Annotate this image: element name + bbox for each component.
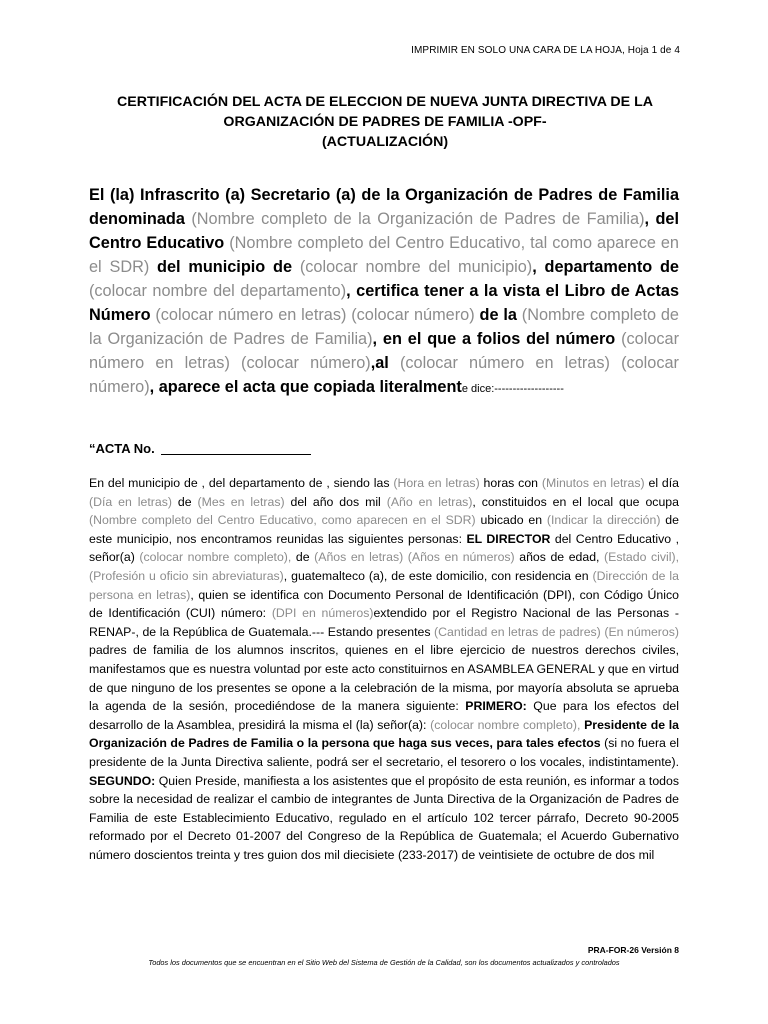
placeholder-book-number: (colocar número en letras) (colocar número) [155, 306, 475, 324]
intro-text: El (la) Infrascrito (a) Secretario (a) de la Organización de Padres de Familia denominada [89, 186, 679, 228]
acta-number [89, 441, 311, 456]
placeholder-school-name: (Nombre completo del Centro Educativo, tal como aparece en el SDR) [89, 234, 679, 276]
body-text: ubicado en [475, 513, 547, 528]
body-text: años de edad, [514, 550, 605, 565]
placeholder: (colocar nombre completo), [139, 550, 292, 565]
body-text: de [171, 494, 198, 509]
intro-text: , del Centro Educativo [89, 210, 680, 252]
intro-text: del municipio de [149, 258, 300, 276]
placeholder-org-name: (Nombre completo de la Organización de Padres de Familia) [89, 306, 679, 348]
body-text: (si no fuera el presidente de la Junta Directiva saliente, podrá ser el secretario, el tesorero o los vocales, indistintamente). [89, 736, 680, 769]
body-text: de este municipio, nos encontramos reunidas las siguientes personas: [89, 513, 679, 546]
intro-text: ,al [370, 354, 400, 372]
body-text: extendido por el Registro Nacional de las Personas -RENAP-, de la República de Guatemala.--- Estando presentes [89, 606, 679, 639]
body-text: padres de familia de los alumnos inscritos, quienes en el libre ejercicio de nuestros derechos civiles, manifestamos que es nuestra voluntad por este acto constituirnos en ASAMBLEA GENERAL y que en virtud de que ninguno de los presentes se opone a la celebración de la misma, por mayoría absoluta se aprueba la agenda de la sesión, procediéndose de la manera siguiente: [89, 643, 679, 714]
bold-label: Presidente de la Organización de Padres de Familia o la persona que haga sus veces, para tales efectos [89, 717, 679, 751]
placeholder: (Indicar la dirección) [546, 513, 661, 528]
placeholder-municipality: (colocar nombre del municipio) [299, 258, 533, 276]
acta-number-blank [161, 442, 311, 455]
placeholder: (Año en letras) [386, 494, 473, 509]
intro-text: , certifica tener a la vista el Libro de Actas Número [89, 282, 679, 324]
form-version: PRA-FOR-26 Versión 8 [587, 945, 679, 955]
placeholder: (Estado civil), (Profesión u oficio sin abreviaturas) [89, 550, 679, 583]
body-text: Que para los efectos del desarrollo de la Asamblea, presidirá la misma el (la) señor(a): [89, 699, 679, 732]
document-title [60, 92, 710, 152]
placeholder-folio-to: (colocar número en letras) (colocar número) [89, 354, 679, 396]
title-line-2: ORGANIZACIÓN DE PADRES DE FAMILIA -OPF- [223, 114, 547, 130]
body-text: , quien se identifica con Documento Personal de Identificación (DPI), con Código Único de Identificación (CUI) número: [89, 587, 679, 621]
intro-text: , en el que a folios del número [372, 330, 622, 348]
bold-label: PRIMERO: [465, 699, 527, 714]
placeholder-folio-from: (colocar número en letras) (colocar número) [89, 330, 679, 372]
placeholder: (colocar nombre completo), [430, 717, 581, 732]
intro-text: de la [474, 306, 522, 324]
intro-text-small: e dice:------------------- [461, 383, 564, 395]
intro-text: , departamento de [532, 258, 679, 276]
placeholder: (Cantidad en letras de padres) (En números) [434, 624, 679, 639]
footer-disclaimer: Todos los documentos que se encuentran en el Sitio Web del Sistema de Gestión de la Calidad, son los documentos actualizados y controlados [148, 958, 620, 967]
body-text: En del municipio de , del departamento de , siendo las [89, 476, 394, 490]
certification-intro [89, 183, 679, 401]
body-text: , constituidos en el local que ocupa [472, 494, 679, 509]
placeholder: (Día en letras) [89, 494, 172, 509]
body-text: el día [644, 476, 680, 490]
placeholder: (Nombre completo del Centro Educativo, como aparecen en el SDR) [89, 513, 476, 528]
placeholder: (Hora en letras) [393, 476, 480, 490]
acta-number-label: “ACTA No. [89, 441, 155, 456]
title-line-3: (ACTUALIZACIÓN) [321, 134, 449, 150]
title-line-1: CERTIFICACIÓN DEL ACTA DE ELECCION DE NUEVA JUNTA DIRECTIVA DE LA [117, 94, 653, 110]
placeholder: (Dirección de la persona en letras) [89, 568, 679, 602]
placeholder: (Mes en letras) [197, 494, 285, 509]
body-text: del Centro Educativo , señor(a) [89, 531, 679, 565]
body-text: Quien Preside, manifiesta a los asistentes que el propósito de esta reunión, es informar a todos sobre la necesidad de realizar el cambio de integrantes de Junta Directiva de la Organización de Padres de Familia de este Establecimiento Educativo, regulado en el artículo 102 tercer párrafo, Decreto 90-2005 reformado por el Decreto 01-2007 del Congreso de la República de Guatemala; el Acuerdo Gubernativo número doscientos treinta y tres guion dos mil diecisiete (233-2017) de veintisiete de octubre de dos mil [89, 773, 679, 862]
print-instruction: IMPRIMIR EN SOLO UNA CARA DE LA HOJA, Hoja 1 de 4 [411, 45, 680, 56]
placeholder: (Minutos en letras) [541, 476, 645, 490]
intro-text: , aparece el acta que copiada literalment [149, 378, 462, 396]
body-text: horas con [479, 476, 542, 490]
placeholder: (Años en letras) (Años en números) [314, 550, 515, 565]
body-text: , guatemalteco (a), de este domicilio, con residencia en [283, 568, 593, 583]
acta-body [89, 474, 679, 864]
placeholder-department: (colocar nombre del departamento) [89, 282, 347, 300]
bold-label: SEGUNDO: [89, 773, 156, 788]
placeholder-org-name: (Nombre completo de la Organización de Padres de Familia) [191, 210, 645, 228]
body-text: del año dos mil [284, 494, 387, 509]
placeholder: (DPI en números) [271, 606, 374, 621]
body-text: de [291, 550, 315, 565]
bold-label: EL DIRECTOR [466, 531, 551, 546]
